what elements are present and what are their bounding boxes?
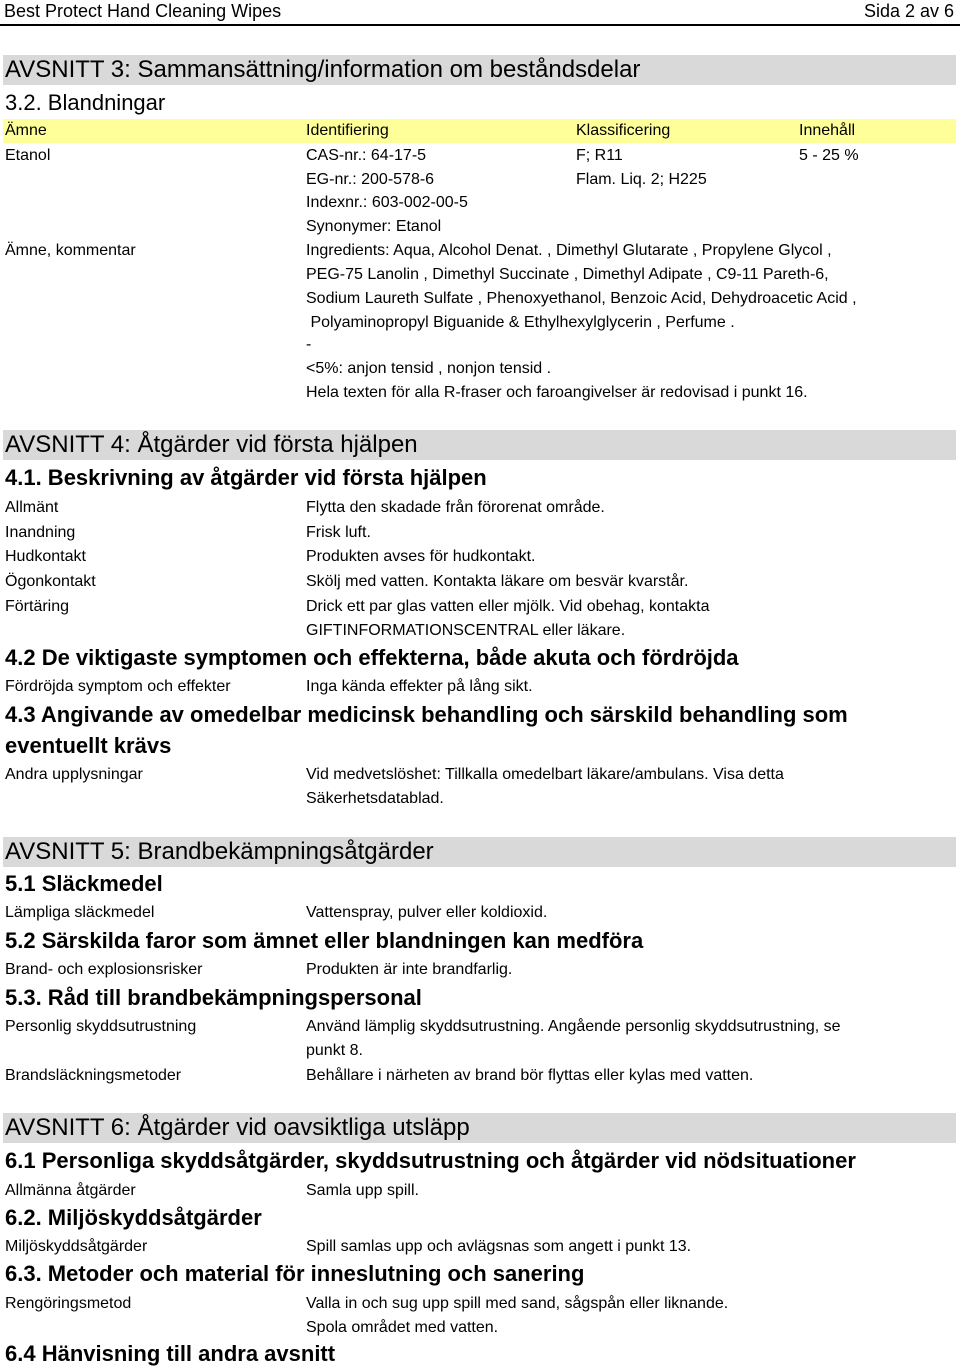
comment-line: <5%: anjon tensid , nonjon tensid . [306,360,552,377]
cleaning-method-value: Spola området med vatten. [306,1319,499,1336]
comment-line: Polyaminopropyl Biguanide & Ethylhexylglycerin , Perfume . [306,314,735,331]
subsection-4-2-title: 4.2 De viktigaste symptomen och effekterna, både akuta och fördröjda [5,645,739,670]
cleaning-method-label: Rengöringsmetod [5,1295,132,1312]
protective-equipment-label: Personlig skyddsutrustning [5,1018,197,1035]
substance-comment-label: Ämne, kommentar [5,242,136,259]
subsection-5-2-title: 5.2 Särskilda faror som ämnet eller blandningen kan medföra [5,928,644,953]
row-value: Frisk luft. [306,524,371,541]
subsection-4-3-title: 4.3 Angivande av omedelbar medicinsk behandling och särskild behandling som [5,702,848,727]
section-3-title: AVSNITT 3: Sammansättning/information om beståndsdelar [3,55,956,85]
cleaning-method-value: Valla in och sug upp spill med sand, sågspån eller liknande. [306,1295,729,1312]
row-label: Inandning [5,524,76,541]
comment-line: PEG-75 Lanolin , Dimethyl Succinate , Dimethyl Adipate , C9-11 Pareth-6, [306,266,829,283]
comment-line: Ingredients: Aqua, Alcohol Denat. , Dimethyl Glutarate , Propylene Glycol , [306,242,832,259]
page-header [0,0,960,26]
general-measures-value: Samla upp spill. [306,1182,419,1199]
subsection-4-3-title-cont: eventuellt krävs [5,733,172,758]
row-label: Allmänt [5,499,59,516]
row-value: Flytta den skadade från förorenat område. [306,499,605,516]
subsection-6-3-title: 6.3. Metoder och material för inneslutning och sanering [5,1261,585,1286]
other-info-value: Vid medvetslöshet: Tillkalla omedelbart läkare/ambulans. Visa detta [306,766,784,783]
row-value: GIFTINFORMATIONSCENTRAL eller läkare. [306,622,626,639]
row-label: Ögonkontakt [5,573,96,590]
identification-line: CAS-nr.: 64-17-5 [306,147,427,164]
delayed-symptoms-value: Inga kända effekter på lång sikt. [306,678,533,695]
substance-name: Etanol [5,147,51,164]
subsection-5-1-title: 5.1 Släckmedel [5,871,163,896]
firefighting-methods-label: Brandsläckningsmetoder [5,1067,182,1084]
firefighting-methods-value: Behållare i närheten av brand bör flyttas eller kylas med vatten. [306,1067,754,1084]
page-number: Sida 2 av 6 [863,1,954,21]
row-value: Drick ett par glas vatten eller mjölk. Vid obehag, kontakta [306,598,710,615]
extinguishing-media-label: Lämpliga släckmedel [5,904,155,921]
section-4-title: AVSNITT 4: Åtgärder vid första hjälpen [3,430,956,460]
classification-line: F; R11 [576,147,623,164]
general-measures-label: Allmänna åtgärder [5,1182,136,1199]
row-value: Produkten avses för hudkontakt. [306,548,536,565]
comment-line: Hela texten för alla R-fraser och faroangivelser är redovisad i punkt 16. [306,384,808,401]
identification-line: EG-nr.: 200-578-6 [306,171,435,188]
subsection-6-2-title: 6.2. Miljöskyddsåtgärder [5,1205,262,1230]
fire-risk-label: Brand- och explosionsrisker [5,961,203,978]
comment-line: Sodium Laureth Sulfate , Phenoxyethanol, Benzoic Acid, Dehydroacetic Acid , [306,290,857,307]
protective-equipment-value: Använd lämplig skyddsutrustning. Angående personlig skyddsutrustning, se [306,1018,841,1035]
row-label: Förtäring [5,598,70,615]
extinguishing-media-value: Vattenspray, pulver eller koldioxid. [306,904,548,921]
col-header-content: Innehåll [799,122,856,139]
subsection-5-3-title: 5.3. Råd till brandbekämpningspersonal [5,985,422,1010]
identification-line: Synonymer: Etanol [306,218,442,235]
col-header-identification: Identifiering [306,122,389,139]
col-header-substance: Ämne [5,122,47,139]
environmental-value: Spill samlas upp och avlägsnas som angett i punkt 13. [306,1238,692,1255]
subsection-3-2-title: 3.2. Blandningar [5,90,166,115]
comment-line: - [306,336,312,353]
row-label: Hudkontakt [5,548,86,565]
content-range: 5 - 25 % [799,147,859,164]
section-5-title: AVSNITT 5: Brandbekämpningsåtgärder [3,837,956,867]
row-value: Skölj med vatten. Kontakta läkare om besvär kvarstår. [306,573,689,590]
subsection-6-1-title: 6.1 Personliga skyddsåtgärder, skyddsutrustning och åtgärder vid nödsituationer [5,1148,856,1173]
mixture-table-header [3,119,956,143]
other-info-value: Säkerhetsdatablad. [306,790,444,807]
protective-equipment-value: punkt 8. [306,1042,363,1059]
col-header-classification: Klassificering [576,122,671,139]
classification-line: Flam. Liq. 2; H225 [576,171,707,188]
identification-line: Indexnr.: 603-002-00-5 [306,194,468,211]
other-info-label: Andra upplysningar [5,766,143,783]
environmental-label: Miljöskyddsåtgärder [5,1238,148,1255]
section-6-title: AVSNITT 6: Åtgärder vid oavsiktliga utsläpp [3,1113,956,1143]
subsection-6-4-title: 6.4 Hänvisning till andra avsnitt [5,1341,336,1366]
delayed-symptoms-label: Fördröjda symptom och effekter [5,678,231,695]
subsection-4-1-title: 4.1. Beskrivning av åtgärder vid första hjälpen [5,465,487,490]
fire-risk-value: Produkten är inte brandfarlig. [306,961,513,978]
document-title: Best Protect Hand Cleaning Wipes [4,1,282,21]
